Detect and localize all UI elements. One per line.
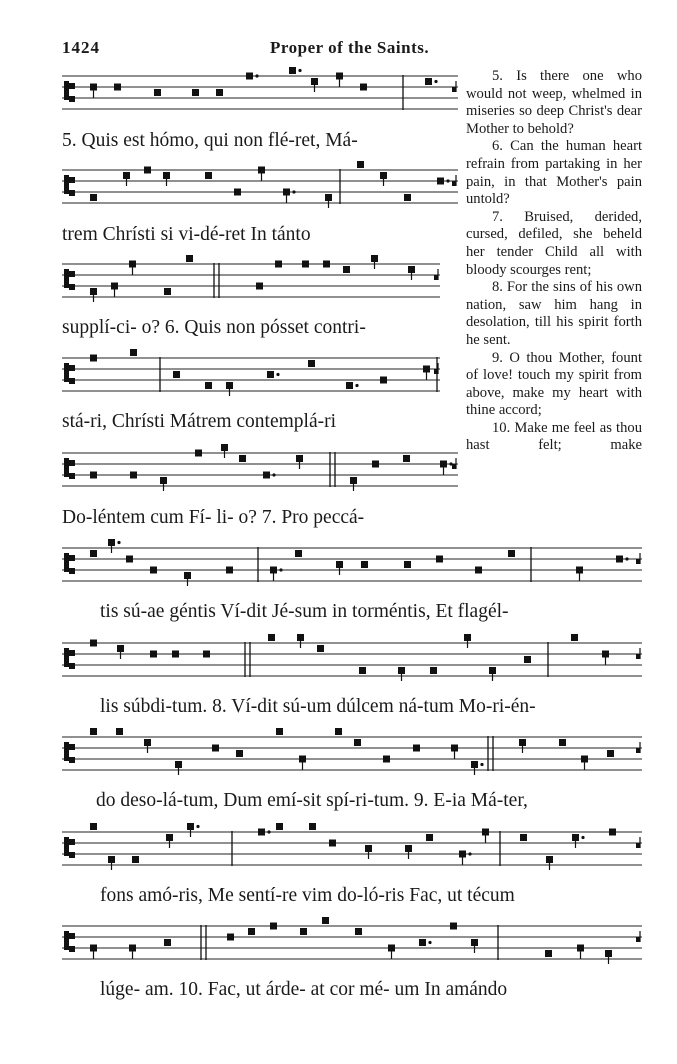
clef-icon xyxy=(69,650,75,656)
running-title: Proper of the Saints. xyxy=(270,38,430,57)
neume-note xyxy=(471,761,478,768)
lyric-line-10: lúge- am. 10. Fac, ut árde- at cor mé- um In amándo xyxy=(100,979,508,1000)
neume-note xyxy=(123,172,130,179)
clef-icon xyxy=(64,553,69,572)
neume-note xyxy=(276,728,283,735)
neume-note xyxy=(246,73,253,80)
neume-note xyxy=(576,567,583,574)
clef-icon xyxy=(64,175,69,194)
clef-icon xyxy=(69,555,75,561)
neume-note xyxy=(187,823,194,830)
neume-note xyxy=(329,840,336,847)
clef-icon xyxy=(69,946,75,952)
neume-note xyxy=(577,945,584,952)
neume-note xyxy=(295,550,302,557)
neume-note xyxy=(408,266,415,273)
neume-note xyxy=(336,561,343,568)
neume-note xyxy=(221,444,228,451)
clef-icon xyxy=(69,839,75,845)
neume-note xyxy=(164,288,171,295)
neume-note xyxy=(413,745,420,752)
neume-dot xyxy=(298,69,301,72)
neume-note xyxy=(296,455,303,462)
neume-note xyxy=(163,172,170,179)
neume-note xyxy=(184,572,191,579)
neume-note xyxy=(440,461,447,468)
neume-note xyxy=(322,917,329,924)
neume-note xyxy=(166,834,173,841)
clef-icon xyxy=(69,365,75,371)
neume-note xyxy=(519,739,526,746)
neume-dot xyxy=(355,384,358,387)
neume-note xyxy=(609,829,616,836)
clef-icon xyxy=(69,933,75,939)
neume-note xyxy=(482,829,489,836)
neume-note xyxy=(205,172,212,179)
translation-verse-5: 5. Is there one who would not weep, whelmed in miseries so deep Christ's dear Mother to behold? xyxy=(466,68,642,137)
clef-icon xyxy=(69,284,75,290)
neume-note xyxy=(354,739,361,746)
neume-note xyxy=(186,255,193,262)
neume-note xyxy=(571,634,578,641)
neume-note xyxy=(311,78,318,85)
neume-note xyxy=(605,950,612,957)
neume-dot xyxy=(267,830,270,833)
neume-note xyxy=(607,750,614,757)
clef-icon xyxy=(69,271,75,277)
neume-note xyxy=(425,78,432,85)
neume-dot xyxy=(276,373,279,376)
neume-dot xyxy=(581,836,584,839)
neume-dot xyxy=(468,852,471,855)
neume-note xyxy=(203,651,210,658)
neume-note xyxy=(234,189,241,196)
lyric-line-1: 5. Quis est hómo, qui non flé-ret, Má- xyxy=(62,130,358,151)
neume-note xyxy=(114,84,121,91)
clef-icon xyxy=(64,269,69,288)
neume-note xyxy=(144,739,151,746)
neume-note xyxy=(450,923,457,930)
clef-icon xyxy=(69,757,75,763)
neume-note xyxy=(130,349,137,356)
neume-note xyxy=(150,651,157,658)
neume-note xyxy=(130,472,137,479)
clef-icon xyxy=(69,663,75,669)
neume-note xyxy=(116,728,123,735)
neume-note xyxy=(90,945,97,952)
neume-note xyxy=(360,84,367,91)
clef-icon xyxy=(64,458,69,477)
clef-icon xyxy=(69,473,75,479)
neume-note xyxy=(346,382,353,389)
custos-mark xyxy=(452,464,456,469)
neume-dot xyxy=(279,568,282,571)
neume-note xyxy=(90,823,97,830)
neume-note xyxy=(372,461,379,468)
neume-note xyxy=(258,829,265,836)
neume-dot xyxy=(196,825,199,828)
neume-note xyxy=(471,939,478,946)
clef-icon xyxy=(69,568,75,574)
clef-icon xyxy=(69,460,75,466)
neume-note xyxy=(383,756,390,763)
neume-note xyxy=(164,939,171,946)
neume-note xyxy=(323,261,330,268)
neume-note xyxy=(451,745,458,752)
clef-icon xyxy=(69,378,75,384)
neume-note xyxy=(436,556,443,563)
neume-note xyxy=(226,567,233,574)
neume-note xyxy=(524,656,531,663)
neume-note xyxy=(263,472,270,479)
clef-icon xyxy=(69,190,75,196)
clef-icon xyxy=(64,648,69,667)
neume-note xyxy=(602,651,609,658)
custos-mark xyxy=(452,181,456,186)
lyric-line-6: tis sú-ae géntis Ví-dit Jé-sum in torméntis, Et flagél- xyxy=(100,601,509,622)
clef-icon xyxy=(64,363,69,382)
neume-note xyxy=(173,371,180,378)
neume-note xyxy=(276,823,283,830)
neume-note xyxy=(489,667,496,674)
neume-note xyxy=(175,761,182,768)
neume-note xyxy=(212,745,219,752)
neume-note xyxy=(270,923,277,930)
neume-note xyxy=(361,561,368,568)
neume-note xyxy=(520,834,527,841)
neume-note xyxy=(302,261,309,268)
neume-note xyxy=(404,561,411,568)
custos-mark xyxy=(434,369,438,374)
neume-dot xyxy=(255,74,258,77)
lyric-line-2: trem Chrísti si vi-dé-ret In tánto xyxy=(62,224,311,245)
neume-note xyxy=(317,645,324,652)
neume-note xyxy=(309,823,316,830)
clef-icon xyxy=(69,852,75,858)
neume-note xyxy=(350,477,357,484)
translation-verse-9: 9. O thou Mother, fount of love! touch my spirit from above, make my heart with thine accord; xyxy=(466,349,642,419)
neume-note xyxy=(111,283,118,290)
neume-note xyxy=(559,739,566,746)
neume-note xyxy=(160,477,167,484)
neume-note xyxy=(268,634,275,641)
neume-note xyxy=(398,667,405,674)
neume-note xyxy=(464,634,471,641)
neume-note xyxy=(430,667,437,674)
neume-note xyxy=(459,851,466,858)
neume-note xyxy=(336,73,343,80)
neume-note xyxy=(129,945,136,952)
neume-note xyxy=(256,283,263,290)
neume-note xyxy=(205,382,212,389)
neume-note xyxy=(90,355,97,362)
neume-note xyxy=(437,178,444,185)
neume-note xyxy=(546,856,553,863)
neume-note xyxy=(297,634,304,641)
clef-icon xyxy=(64,742,69,761)
neume-note xyxy=(275,261,282,268)
neume-dot xyxy=(428,941,431,944)
neume-note xyxy=(227,934,234,941)
clef-icon xyxy=(69,177,75,183)
neume-note xyxy=(108,539,115,546)
neume-dot xyxy=(625,557,628,560)
neume-dot xyxy=(117,541,120,544)
neume-note xyxy=(90,550,97,557)
neume-note xyxy=(258,167,265,174)
clef-icon xyxy=(69,744,75,750)
translation-verse-8: 8. For the sins of his own nation, saw him hang in desolation, till his spirit forth he sent. xyxy=(466,279,642,348)
neume-note xyxy=(150,567,157,574)
clef-icon xyxy=(64,837,69,856)
neume-note xyxy=(267,371,274,378)
neume-dot xyxy=(480,763,483,766)
neume-note xyxy=(545,950,552,957)
neume-note xyxy=(226,382,233,389)
neume-note xyxy=(343,266,350,273)
neume-note xyxy=(195,450,202,457)
neume-note xyxy=(308,360,315,367)
neume-note xyxy=(581,756,588,763)
neume-note xyxy=(404,194,411,201)
neume-dot xyxy=(434,80,437,83)
neume-note xyxy=(299,756,306,763)
neume-note xyxy=(90,194,97,201)
page-header xyxy=(0,38,677,60)
clef-icon xyxy=(69,83,75,89)
custos-mark xyxy=(636,843,640,848)
translation-column xyxy=(466,68,642,455)
neume-note xyxy=(355,928,362,935)
neume-note xyxy=(388,945,395,952)
neume-note xyxy=(108,856,115,863)
clef-icon xyxy=(64,931,69,950)
neume-note xyxy=(300,928,307,935)
neume-note xyxy=(380,377,387,384)
custos-mark xyxy=(636,559,640,564)
neume-note xyxy=(405,845,412,852)
neume-note xyxy=(90,728,97,735)
neume-note xyxy=(90,84,97,91)
clef-icon xyxy=(64,81,69,100)
neume-note xyxy=(335,728,342,735)
neume-note xyxy=(616,556,623,563)
neume-note xyxy=(371,255,378,262)
custos-mark xyxy=(636,654,640,659)
neume-note xyxy=(248,928,255,935)
neume-dot xyxy=(449,462,452,465)
neume-note xyxy=(154,89,161,96)
neume-note xyxy=(365,845,372,852)
neume-dot xyxy=(272,473,275,476)
neume-note xyxy=(216,89,223,96)
neume-note xyxy=(239,455,246,462)
neume-note xyxy=(359,667,366,674)
neume-note xyxy=(289,67,296,74)
neume-note xyxy=(90,640,97,647)
neume-note xyxy=(475,567,482,574)
lyric-line-5: Do-léntem cum Fí- li- o? 7. Pro peccá- xyxy=(62,507,365,528)
neume-note xyxy=(192,89,199,96)
neume-note xyxy=(90,472,97,479)
neume-note xyxy=(144,167,151,174)
lyric-line-3: supplí-ci- o? 6. Quis non pósset contri- xyxy=(62,317,366,338)
neume-note xyxy=(129,261,136,268)
neume-note xyxy=(90,288,97,295)
translation-verse-6: 6. Can the human heart refrain from partaking in her pain, in that Mother's pain untold? xyxy=(466,138,642,208)
custos-mark xyxy=(636,937,640,942)
neume-note xyxy=(380,172,387,179)
clef-icon xyxy=(69,96,75,102)
neume-note xyxy=(132,856,139,863)
custos-mark xyxy=(636,748,640,753)
neume-note xyxy=(426,834,433,841)
neume-note xyxy=(172,651,179,658)
neume-note xyxy=(508,550,515,557)
neume-note xyxy=(270,567,277,574)
neume-note xyxy=(403,455,410,462)
lyric-line-4: stá-ri, Chrísti Mátrem contemplá-ri xyxy=(62,411,337,432)
lyric-line-7: lis súbdi-tum. 8. Ví-dit sú-um dúlcem ná-tum Mo-ri-én- xyxy=(100,696,536,717)
lyric-line-8: do deso-lá-tum, Dum emí-sit spí-ri-tum. 9. E-ia Má-ter, xyxy=(96,790,528,811)
neume-note xyxy=(572,834,579,841)
neume-note xyxy=(423,366,430,373)
neume-dot xyxy=(446,179,449,182)
translation-verse-10: 10. Make me feel as thou hast felt; make xyxy=(466,419,642,454)
custos-mark xyxy=(434,275,438,280)
neume-note xyxy=(325,194,332,201)
translation-verse-7: 7. Bruised, derided, cursed, defiled, she beheld her tender Child all with bloody scourges rent; xyxy=(466,208,642,278)
neume-dot xyxy=(292,190,295,193)
neume-note xyxy=(283,189,290,196)
neume-note xyxy=(419,939,426,946)
custos-mark xyxy=(452,87,456,92)
neume-note xyxy=(236,750,243,757)
neume-note xyxy=(117,645,124,652)
lyric-line-9: fons amó-ris, Me sentí-re vim do-ló-ris Fac, ut técum xyxy=(100,885,515,906)
neume-note xyxy=(126,556,133,563)
page-number: 1424 xyxy=(62,38,100,57)
neume-note xyxy=(357,161,364,168)
